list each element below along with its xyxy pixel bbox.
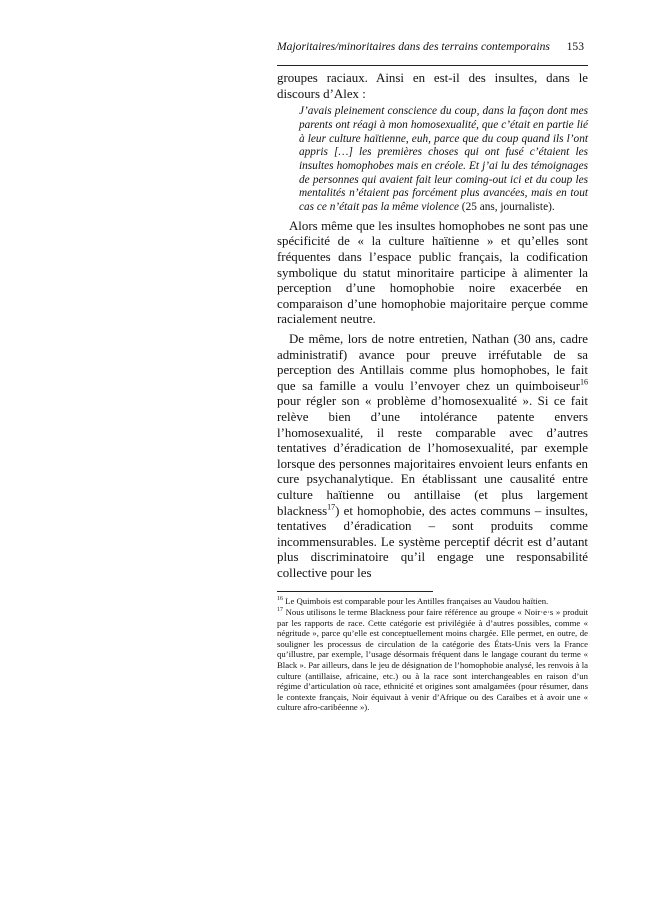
header-rule [277, 65, 588, 66]
paragraph-3-part-b: pour régler son « problème d’homosexualité ». Si ce fait relève bien d’une intolérance patente envers l’homosexualité, il reste comparable avec d’autres tentatives d’éradication de l’homosexualité, par exemple lorsque des personnes majoritaires envoient leurs enfants en cure psychanalytique. En établissant une causalité entre culture haïtienne ou antillaise (et plus largement blackness [277, 394, 588, 518]
page-number: 153 [566, 40, 584, 53]
paragraph-2: Alors même que les insultes homophobes ne sont pas une spécificité de « la culture haïtienne » et qu’elles sont fréquentes dans l’espace public français, la codification symbolique du statut minoritaire participe à alimenter la perception d’une homophobie noire exacerbée en comparaison d’une homophobie majoritaire perçue comme racialement neutre. [277, 218, 588, 327]
running-title: Majoritaires/minoritaires dans des terrains contemporains [277, 40, 550, 53]
footnote-ref-17[interactable]: 17 [327, 502, 336, 512]
block-quote [299, 105, 588, 215]
paragraph-3-part-a: De même, lors de notre entretien, Nathan (30 ans, cadre administratif) avance pour preuve irréfutable de sa perception des Antillais comme plus homophobes, le fait que sa famille a voulu l’envoyer chez un quimboiseur [277, 331, 588, 393]
footnote-17 [277, 607, 588, 713]
running-header [277, 40, 588, 56]
footnote-text: Le Quimbois est comparable pour les Antilles françaises au Vaudou haïtien. [283, 596, 549, 607]
paragraph-3-part-c: ) et homophobie, des actes communs – insultes, tentatives d’éradication – sont produits comme incommensurables. Le système perceptif décrit est d’autant plus discriminatoire qu’il engage une responsabilité collective pour les [277, 503, 588, 580]
footnote-ref-16[interactable]: 16 [580, 377, 588, 387]
footnote-text: Nous utilisons le terme Blackness pour faire référence au groupe « Noir·e·s » produit par les rapports de race. Cette catégorie est privilégiée à d’autres possibles, comme « négritude », parce qu’elle est conceptuellement moins chargée. Elle permet, en outre, de souligner les processus de circulation de la catégorie des États-Unis vers la France qu’illustre, par exemple, l’usage désormais fréquent dans le langage courant du terme « Black ». Par ailleurs, dans le jeu de désignation de l’homophobie analysé, les renvois à la culture (antillaise, africaine, etc.) ou à la race sont interchangeables en raison d’un régime d’articulation où race, ethnicité et origines sont amalgamées (pour résumer, dans le contexte français, Noir équivaut à venir d’Afrique ou des Caraïbes et à avoir une « culture afro-caribéenne »). [277, 607, 588, 713]
footnote-number: 16 [277, 596, 283, 603]
footnote-16 [277, 596, 588, 607]
paragraph-1: groupes raciaux. Ainsi en est-il des insultes, dans le discours d’Alex : [277, 71, 588, 101]
footnote-separator [277, 591, 433, 592]
quote-text: J’avais pleinement conscience du coup, dans la façon dont mes parents ont réagi à mon homosexualité, que c’était en partie lié à leur culture haïtienne, euh, parce que du coup quand ils l’ont appris […] les premières choses qui ont fusé c’étaient les insultes homophobes mais en créole. Et j’ai lu des témoignages de personnes qui avaient fait leur coming-out ici et du coup les mentalités n’étaient pas forcément plus avancées, mais en tout cas ce n’était pas la même violence [299, 105, 588, 214]
quote-source: (25 ans, journaliste). [458, 201, 555, 214]
footnote-number: 17 [277, 607, 283, 614]
paragraph-3 [277, 332, 588, 582]
book-page [277, 40, 588, 713]
